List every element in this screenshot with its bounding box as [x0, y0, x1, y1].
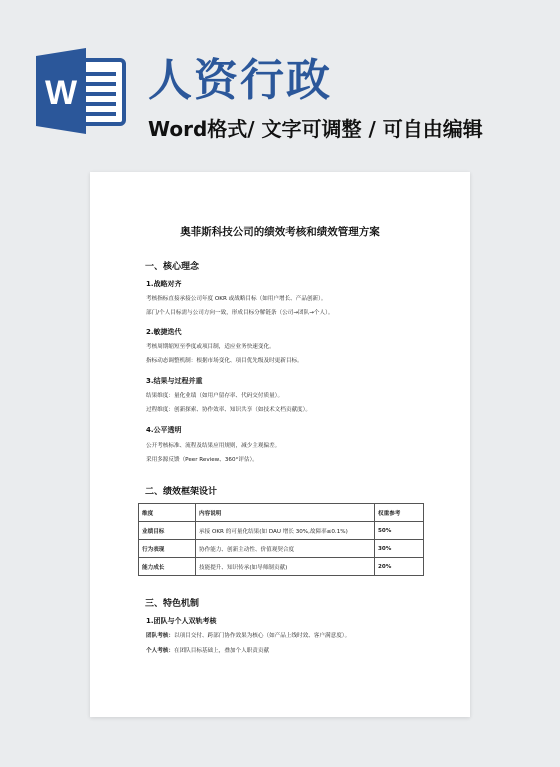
- table-cell: 承接 OKR 的可量化结果(如 DAU 增长 30%,故障率≤0.1%): [196, 522, 375, 540]
- subheading: 2.敏捷迭代: [146, 328, 182, 336]
- section-heading: 二、绩效框架设计: [145, 487, 218, 497]
- page-title: 人资行政: [148, 55, 332, 106]
- paragraph-line: [146, 632, 350, 640]
- paragraph-line: 采用多源反馈（Peer Review、360°评估）。: [146, 457, 258, 463]
- paragraph-line: 考核指标直接承接公司年度 OKR 或战略目标（如用户增长、产品创新）。: [146, 296, 327, 302]
- header: [0, 0, 560, 165]
- paragraph-line: 过程维度：创新探索、协作效率、知识共享（如技术文档贡献度）。: [146, 407, 312, 413]
- paragraph-line: [146, 647, 269, 655]
- inline-text: 在团队目标基础上，叠加个人职责贡献: [173, 648, 270, 654]
- table-header-cell: 权重参考: [375, 504, 424, 522]
- table-header-cell: 维度: [139, 504, 196, 522]
- table-cell: 行为表现: [139, 540, 196, 558]
- document-title: 奥菲斯科技公司的绩效考核和绩效管理方案: [180, 226, 380, 238]
- subheading: 1.团队与个人双轨考核: [146, 617, 217, 625]
- word-icon: [34, 46, 128, 136]
- table-row: [139, 558, 424, 576]
- page-subtitle: Word格式/ 文字可调整 / 可自由编辑: [148, 117, 483, 141]
- document-page: [90, 172, 470, 717]
- table-cell: 技能提升、知识传承(如导师制贡献): [196, 558, 375, 576]
- inline-label: 个人考核：: [146, 648, 174, 654]
- inline-label: 团队考核：: [146, 633, 174, 639]
- svg-text:W: W: [44, 74, 78, 112]
- subheading: 4.公平透明: [146, 426, 182, 434]
- table-header-row: [139, 504, 424, 522]
- paragraph-line: 指标动态调整机制：根据市场变化、项目优先级及时更新目标。: [146, 358, 303, 364]
- section-heading: 一、核心理念: [145, 262, 200, 272]
- table-cell: 20%: [375, 558, 424, 576]
- table-row: [139, 540, 424, 558]
- table-cell: 30%: [375, 540, 424, 558]
- table-cell: 50%: [375, 522, 424, 540]
- table-row: [139, 522, 424, 540]
- paragraph-line: 公开考核标准、流程及结果应用规则，减少主观偏差。: [146, 443, 281, 449]
- inline-text: 以项目交付、跨部门协作效果为核心（如产品上线时效、客户满意度）。: [173, 633, 351, 639]
- subheading: 3.结果与过程并重: [146, 377, 203, 385]
- paragraph-line: 结果维度：量化业绩（如用户留存率、代码交付质量）。: [146, 393, 284, 399]
- table-cell: 协作能力、创新主动性、价值观契合度: [196, 540, 375, 558]
- table-header-cell: 内容说明: [196, 504, 375, 522]
- section-heading: 三、特色机制: [145, 599, 200, 609]
- framework-table: [138, 503, 424, 576]
- table-cell: 业绩目标: [139, 522, 196, 540]
- subheading: 1.战略对齐: [146, 280, 182, 288]
- paragraph-line: 部门/个人目标需与公司方向一致，形成目标分解链条（公司→团队→个人）。: [146, 310, 334, 316]
- paragraph-line: 考核周期缩短至季度或项目制，适应业务快速变化。: [146, 344, 275, 350]
- table-cell: 能力成长: [139, 558, 196, 576]
